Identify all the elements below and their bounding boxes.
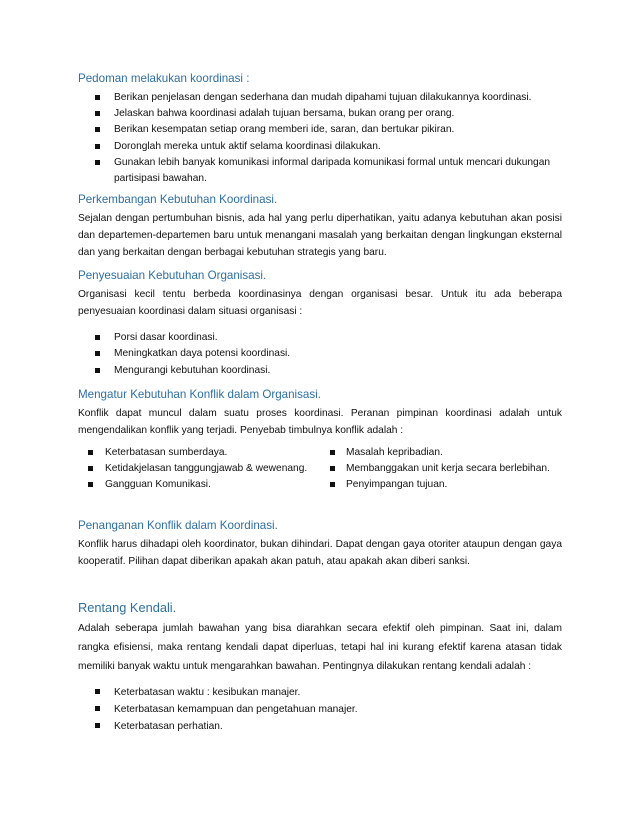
list-item: Jelaskan bahwa koordinasi adalah tujuan bersama, bukan orang per orang. xyxy=(78,106,562,122)
paragraph-rentang: Adalah seberapa jumlah bawahan yang bisa diarahkan secara efektif oleh pimpinan. Saat ini, dalam rangka efisiensi, maka rentang kendali dapat diperluas, tetapi hal ini kurang efektif karena atasan tidak memiliki banyak waktu untuk mengarahkan bawahan. Pentingnya dilakukan rentang kendali adalah : xyxy=(78,623,562,673)
heading-penanganan: Penanganan Konflik dalam Koordinasi. xyxy=(78,519,278,533)
list-pedoman xyxy=(78,90,562,187)
list-rentang xyxy=(78,684,562,735)
paragraph-perkembangan: Sejalan dengan pertumbuhan bisnis, ada hal yang perlu diperhatikan, yaitu adanya kebutuhan akan posisi dan departemen-departemen baru untuk menangani masalah yang berkaitan dengan lingkungan eksternal dan yang berkaitan dengan berbagai kebutuhan strategis yang baru. xyxy=(78,213,562,259)
list-item: Keterbatasan sumberdaya. xyxy=(78,445,328,461)
list-konflik-right xyxy=(328,445,562,494)
list-item: Keterbatasan waktu : kesibukan manajer. xyxy=(78,684,562,701)
heading-konflik: Mengatur Kebutuhan Konflik dalam Organisasi. xyxy=(78,387,321,401)
konflik-causes-right xyxy=(328,445,562,494)
bullet-square-icon xyxy=(95,127,100,132)
paragraph-penanganan: Konflik harus dihadapi oleh koordinator, bukan dihindari. Dapat dengan gaya otoriter ataupun dengan gaya kooperatif. Pilihan dapat diberikan apakah akan patuh, atau apakah akan diberi sanksi. xyxy=(78,539,562,568)
heading-pedoman: Pedoman melakukan koordinasi : xyxy=(78,72,250,85)
paragraph-penyesuaian: Organisasi kecil tentu berbeda koordinasinya dengan organisasi besar. Untuk itu ada beberapa penyesuaian koordinasi dalam situasi organisasi : xyxy=(78,289,562,318)
list-item: Gangguan Komunikasi. xyxy=(78,477,328,493)
list-item: Membanggakan unit kerja secara berlebihan. xyxy=(328,461,562,477)
bullet-square-icon xyxy=(95,368,100,373)
list-konflik-left xyxy=(78,445,328,494)
bullet-square-icon xyxy=(95,144,100,149)
list-item: Berikan penjelasan dengan sederhana dan mudah dipahami tujuan dilakukannya koordinasi. xyxy=(78,90,562,106)
list-item: Keterbatasan perhatian. xyxy=(78,718,562,735)
bullet-square-icon xyxy=(330,450,335,455)
list-item: Keterbatasan kemampuan dan pengetahuan manajer. xyxy=(78,701,562,718)
list-item: Ketidakjelasan tanggungjawab & wewenang. xyxy=(78,461,328,477)
bullet-square-icon xyxy=(95,160,100,165)
list-item: Doronglah mereka untuk aktif selama koordinasi dilakukan. xyxy=(78,139,562,155)
list-item: Penyimpangan tujuan. xyxy=(328,477,562,493)
heading-rentang: Rentang Kendali. xyxy=(78,600,177,616)
list-item: Meningkatkan daya potensi koordinasi. xyxy=(78,346,562,362)
bullet-square-icon xyxy=(95,95,100,100)
list-item: Mengurangi kebutuhan koordinasi. xyxy=(78,363,562,379)
bullet-square-icon xyxy=(95,723,100,728)
bullet-square-icon xyxy=(88,466,93,471)
list-item: Berikan kesempatan setiap orang memberi ide, saran, dan bertukar pikiran. xyxy=(78,122,562,138)
konflik-causes-columns xyxy=(78,445,562,494)
list-penyesuaian xyxy=(78,330,562,379)
bullet-square-icon xyxy=(330,482,335,487)
bullet-square-icon xyxy=(330,466,335,471)
paragraph-konflik: Konflik dapat muncul dalam suatu proses koordinasi. Peranan pimpinan koordinasi adalah untuk mengendalikan konflik yang terjadi. Penyebab timbulnya konflik adalah : xyxy=(78,407,562,436)
bullet-square-icon xyxy=(95,689,100,694)
list-item: Porsi dasar koordinasi. xyxy=(78,330,562,346)
bullet-square-icon xyxy=(88,450,93,455)
heading-perkembangan: Perkembangan Kebutuhan Koordinasi. xyxy=(78,193,278,207)
bullet-square-icon xyxy=(88,482,93,487)
heading-penyesuaian: Penyesuaian Kebutuhan Organisasi. xyxy=(78,269,267,283)
konflik-causes-left xyxy=(78,445,328,494)
document-page xyxy=(78,72,562,735)
bullet-square-icon xyxy=(95,706,100,711)
bullet-square-icon xyxy=(95,111,100,116)
list-item: Masalah kepribadian. xyxy=(328,445,562,461)
bullet-square-icon xyxy=(95,351,100,356)
list-item: Gunakan lebih banyak komunikasi informal daripada komunikasi formal untuk mencari dukungan partisipasi bawahan. xyxy=(78,155,562,187)
bullet-square-icon xyxy=(95,335,100,340)
